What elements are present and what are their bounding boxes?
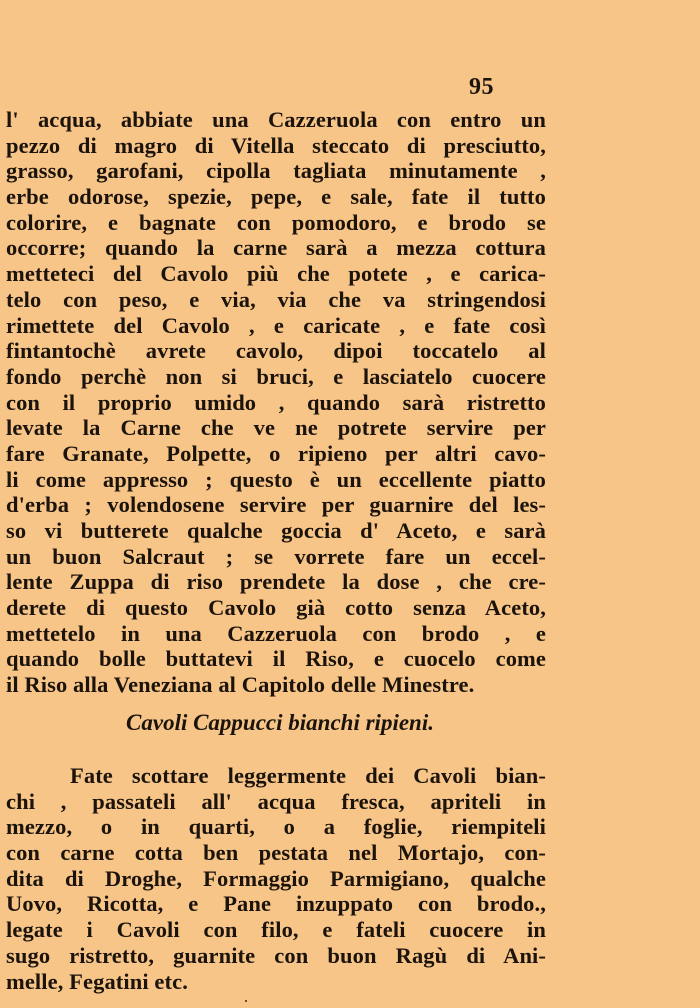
paragraph-line: li come appresso ; questo è un eccellente piatto xyxy=(6,466,546,492)
paragraph-line: con il proprio umido , quando sarà ristretto xyxy=(6,389,546,415)
paragraph-line: levate la Carne che ve ne potrete servire per xyxy=(6,415,546,441)
paragraph-line: melle, Fegatini etc. xyxy=(6,968,188,994)
paragraph-line: metteteci del Cavolo più che potete , e carica- xyxy=(6,261,546,287)
paragraph-line: l' acqua, abbiate una Cazzeruola con entro un xyxy=(6,107,546,132)
paragraph-line: con carne cotta ben pestata nel Mortajo, con- xyxy=(6,840,546,866)
paragraph-line: quando bolle buttatevi il Riso, e cuocelo come xyxy=(6,646,546,672)
paragraph-line: rimettete del Cavolo , e caricate , e fate così xyxy=(6,312,546,338)
paragraph-line: fintantochè avrete cavolo, dipoi toccatelo al xyxy=(6,338,546,364)
paragraph-line: derete di questo Cavolo già cotto senza Aceto, xyxy=(6,595,546,621)
paragraph-line: Uovo, Ricotta, e Pane inzuppato con brodo., xyxy=(6,891,546,917)
paragraph-line: fondo perchè non si bruci, e lasciatelo cuocere xyxy=(6,363,546,389)
paragraph-line: grasso, garofani, cipolla tagliata minutamente , xyxy=(6,158,546,184)
paragraph-line: pezzo di magro di Vitella steccato di presciutto, xyxy=(6,132,546,158)
paragraph-line: telo con peso, e via, via che va stringendosi xyxy=(6,286,546,312)
paragraph-line: fare Granate, Polpette, o ripieno per altri cavo- xyxy=(6,440,546,466)
paragraph-line: mezzo, o in quarti, o a foglie, riempiteli xyxy=(6,814,546,840)
paragraph-line: dita di Droghe, Formaggio Parmigiano, qualche xyxy=(6,865,546,891)
paragraph-line: un buon Salcraut ; se vorrete fare un eccel- xyxy=(6,543,546,569)
paragraph-line: chi , passateli all' acqua fresca, apriteli in xyxy=(6,788,546,814)
paragraph-2 xyxy=(6,763,546,994)
paragraph-line: il Riso alla Veneziana al Capitolo delle Minestre. xyxy=(6,672,475,698)
paragraph-line: d'erba ; volendosene servire per guarnire del les- xyxy=(6,492,546,518)
paragraph-line: so vi butterete qualche goccia d' Aceto, e sarà xyxy=(6,518,546,543)
paper-speck xyxy=(245,1000,247,1002)
paragraph-line: occorre; quando la carne sarà a mezza cottura xyxy=(6,235,546,261)
paragraph-line: sugo ristretto, guarnite con buon Ragù di Ani- xyxy=(6,942,546,968)
paragraph-line: lente Zuppa di riso prendete la dose , che cre- xyxy=(6,569,546,595)
paragraph-line: legate i Cavoli con filo, e fateli cuocere in xyxy=(6,917,546,943)
paragraph-line: mettetelo in una Cazzeruola con brodo , e xyxy=(6,620,546,646)
page-number: 95 xyxy=(469,74,494,100)
section-heading: Cavoli Cappucci bianchi ripieni. xyxy=(126,710,434,735)
paragraph-line: Fate scottare leggermente dei Cavoli bian- xyxy=(70,763,546,788)
paragraph-line: colorire, e bagnate con pomodoro, e brodo se xyxy=(6,209,546,235)
paragraph-1 xyxy=(6,107,546,698)
paragraph-line: erbe odorose, spezie, pepe, e sale, fate il tutto xyxy=(6,184,546,210)
